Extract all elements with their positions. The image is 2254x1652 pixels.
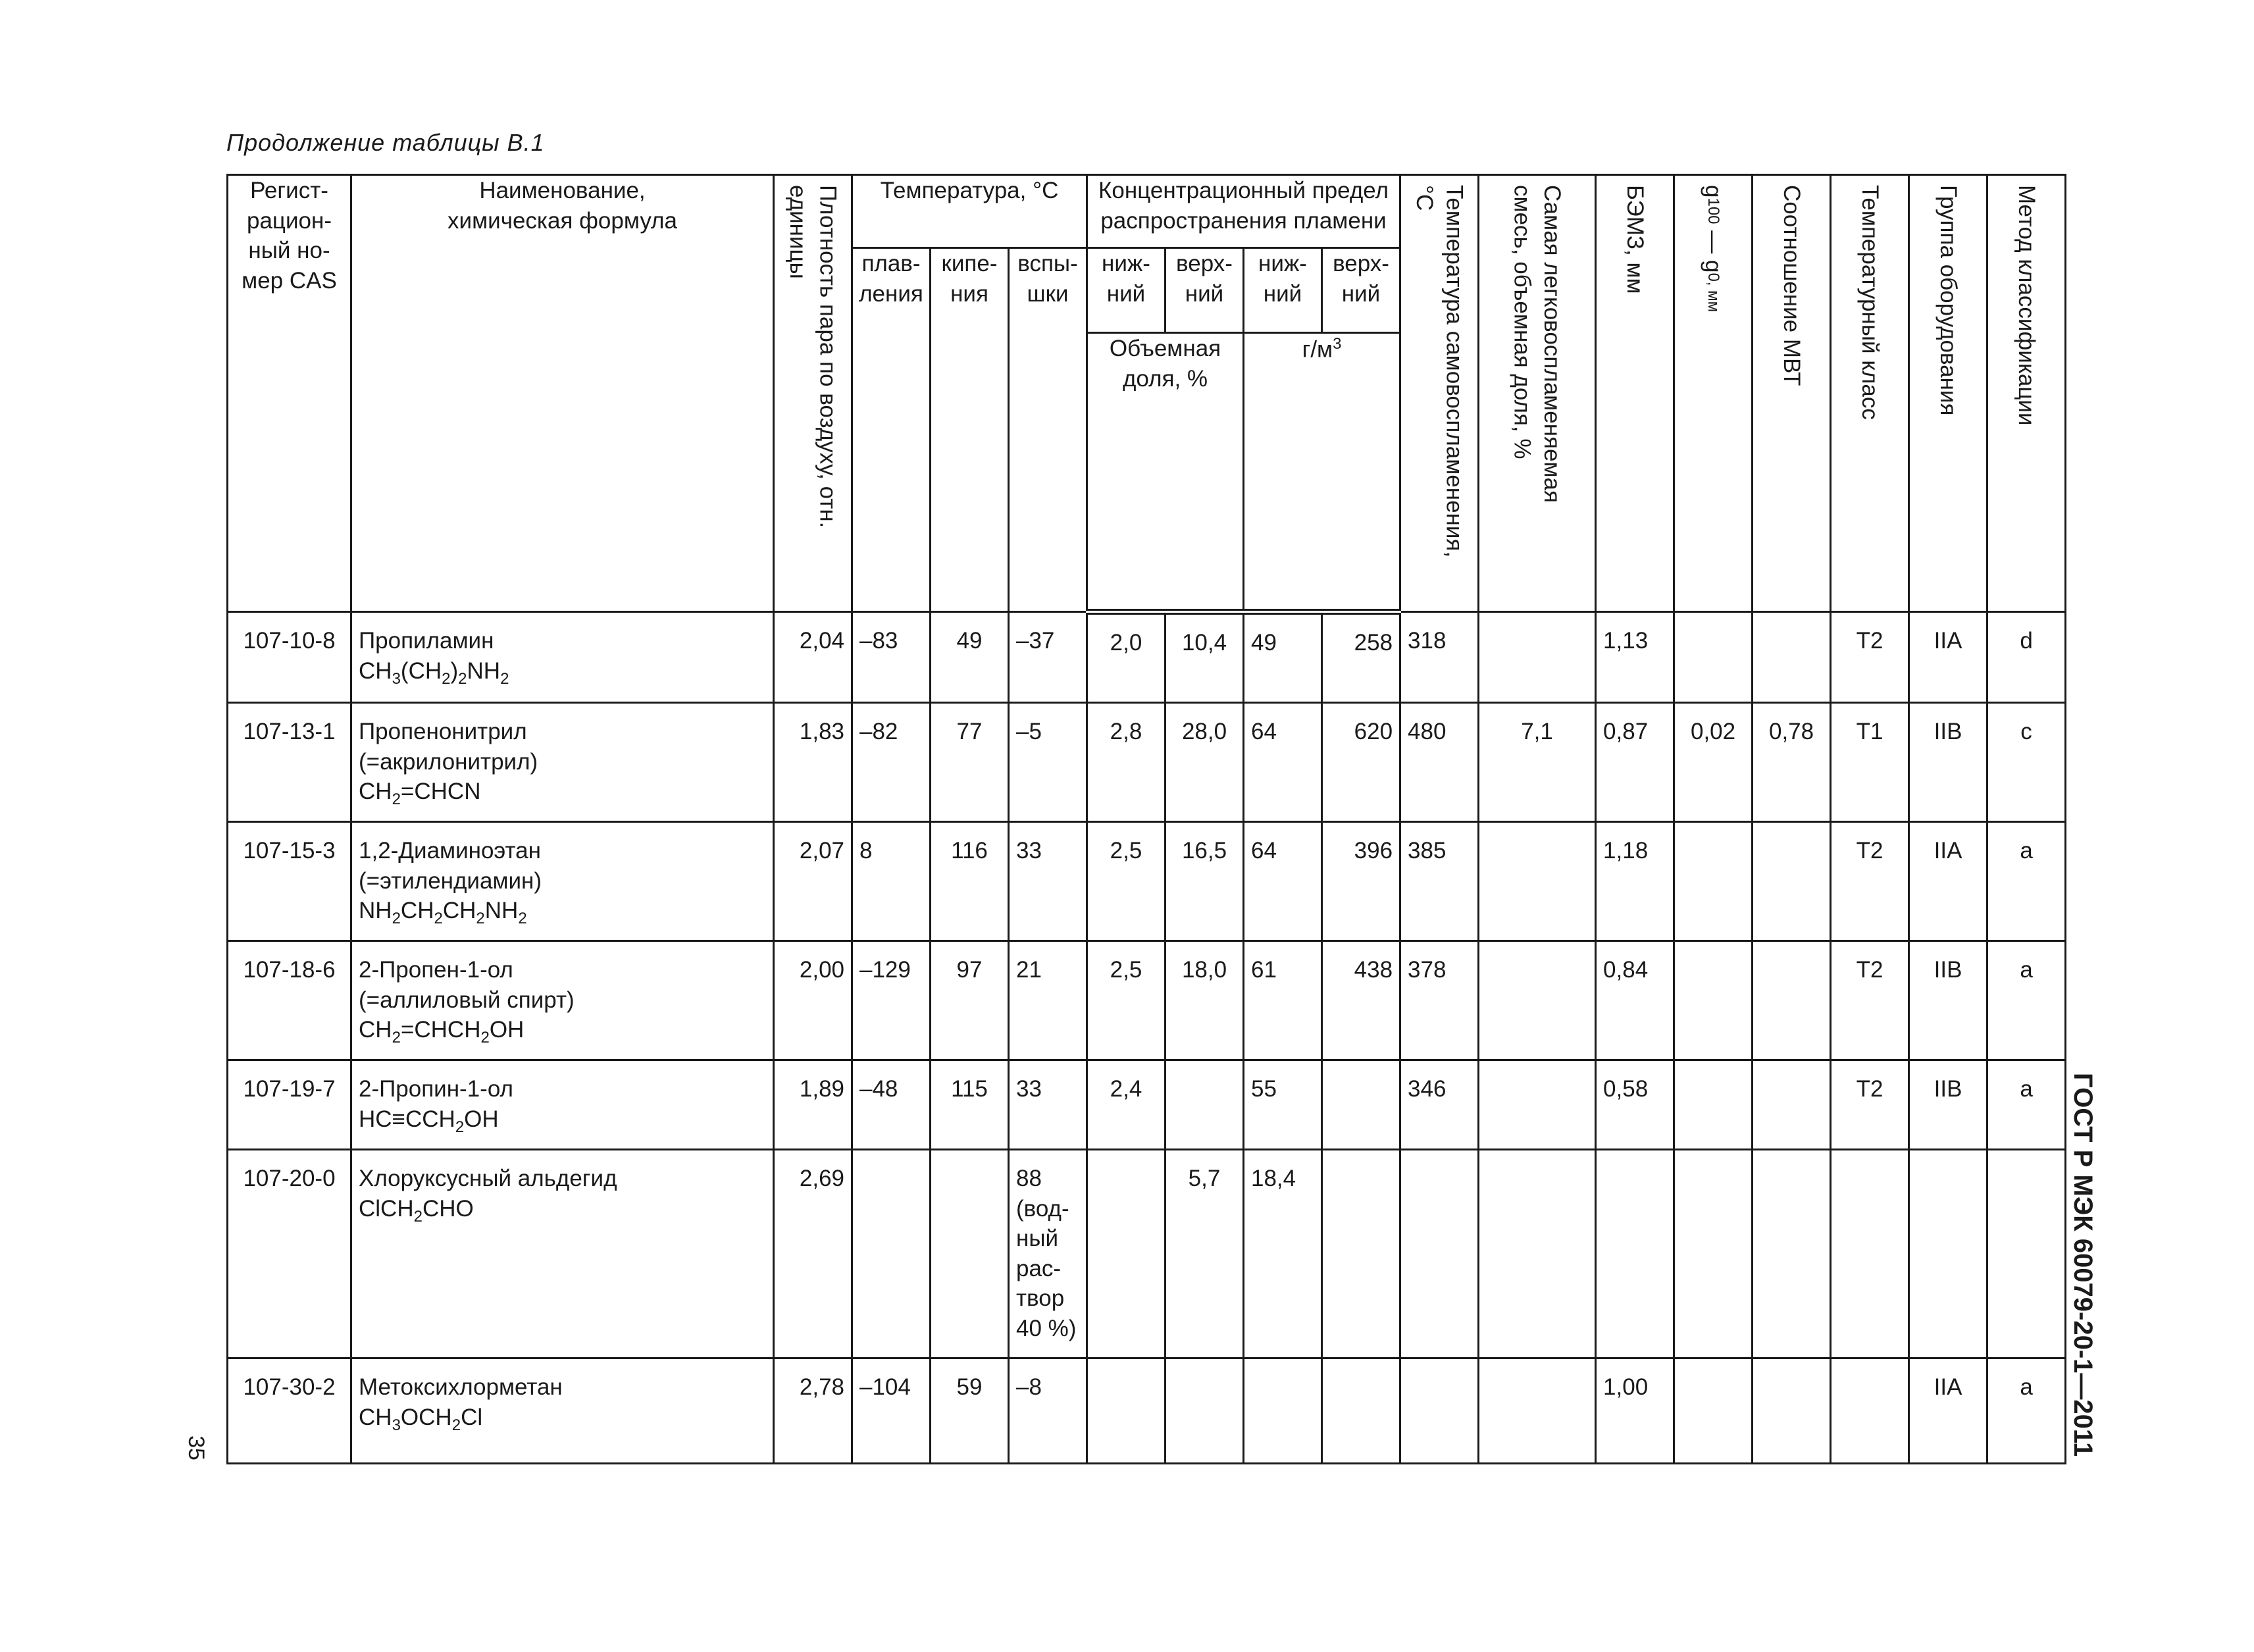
- cell-upper-vol: 18,0: [1165, 941, 1244, 1060]
- cell-autoignition: 480: [1400, 703, 1479, 822]
- cell-upper-vol: [1165, 1060, 1244, 1150]
- cell-lower-g: 64: [1244, 822, 1322, 941]
- cell-autoignition: 318: [1400, 612, 1479, 703]
- cell-cas: 107-13-1: [228, 703, 351, 822]
- cell-lower-g: 55: [1244, 1060, 1322, 1150]
- cell-lower-vol: [1087, 1150, 1165, 1358]
- cell-upper-vol: [1165, 1358, 1244, 1464]
- formula-part: Cl: [461, 1404, 483, 1430]
- formula-part: CH: [359, 1404, 392, 1430]
- header-temp-class-label: Температурный класс: [1857, 185, 1883, 420]
- table-row: [228, 941, 2066, 1060]
- cell-density: 2,04: [774, 612, 852, 703]
- cell-lower-g: 18,4: [1244, 1150, 1322, 1358]
- formula-part: CH: [359, 779, 392, 804]
- formula-subscript: 2: [480, 1029, 490, 1046]
- gap-g100: g: [1700, 185, 1726, 198]
- flash-point-line: ный: [1016, 1226, 1059, 1251]
- formula-subscript: 2: [451, 1416, 461, 1434]
- header-gap-diff: [1674, 175, 1753, 612]
- flash-point-line: –8: [1016, 1374, 1042, 1400]
- cell-upper-g: 258: [1322, 612, 1400, 703]
- cell-mic: [1753, 1150, 1831, 1358]
- cell-method: [1987, 1150, 2066, 1358]
- header-lower-vol: ниж- ний: [1087, 248, 1165, 333]
- header-melting: плав- ления: [852, 248, 931, 612]
- cell-melting: –129: [852, 941, 931, 1060]
- gap-g100-sub: 100: [1704, 197, 1722, 224]
- cell-melting: –48: [852, 1060, 931, 1150]
- cell-lower-vol: 2,0: [1087, 612, 1165, 703]
- cell-density: 2,78: [774, 1358, 852, 1464]
- cell-density: 1,89: [774, 1060, 852, 1150]
- cell-method: a: [1987, 822, 2066, 941]
- table-row: [228, 612, 2066, 703]
- cell-most-ignitable: [1479, 1060, 1596, 1150]
- chemical-formula: [359, 1015, 766, 1048]
- header-flash: вспы- шки: [1009, 248, 1087, 612]
- gap-unit: , мм: [1704, 281, 1722, 313]
- cell-mesg: 0,87: [1596, 703, 1674, 822]
- cell-lower-g: [1244, 1358, 1322, 1464]
- formula-subscript: 2: [392, 1029, 401, 1046]
- substance-name-line: 1,2-Диаминоэтан: [359, 838, 541, 864]
- cell-flash: [1009, 1150, 1087, 1358]
- cell-gap-diff: 0,02: [1674, 703, 1753, 822]
- cell-boiling: 116: [931, 822, 1009, 941]
- cell-group: [1909, 1150, 1987, 1358]
- flash-point-line: –37: [1016, 628, 1055, 654]
- cell-flash: [1009, 703, 1087, 822]
- table-caption: Продолжение таблицы В.1: [226, 129, 545, 156]
- header-density-label: Плотность пара по воздуху, отн. единицы: [785, 185, 841, 529]
- substance-name-line: (=этилендиамин): [359, 867, 542, 894]
- chemical-formula: [359, 1403, 766, 1435]
- formula-part: OH: [489, 1017, 525, 1043]
- formula-part: CH: [359, 658, 392, 684]
- cell-group: IIB: [1909, 1060, 1987, 1150]
- cell-gap-diff: [1674, 941, 1753, 1060]
- header-equipment-group: [1909, 175, 1987, 612]
- header-equipment-group-label: Группа оборудования: [1935, 185, 1961, 416]
- formula-subscript: 3: [392, 1416, 401, 1434]
- cell-name: [351, 703, 774, 822]
- cell-mesg: 0,58: [1596, 1060, 1674, 1150]
- flash-point-line: рас-: [1016, 1255, 1062, 1281]
- cell-name: [351, 1150, 774, 1358]
- header-flammability-limit: Концентрационный предел распространения пламени: [1087, 175, 1400, 248]
- flash-point-line: 33: [1016, 838, 1042, 864]
- table-row: [228, 703, 2066, 822]
- cell-lower-vol: 2,5: [1087, 822, 1165, 941]
- header-temperature: Температура, °С: [852, 175, 1087, 248]
- cell-mic: [1753, 1060, 1831, 1150]
- page-number: 35: [184, 1435, 209, 1460]
- cell-gap-diff: [1674, 1358, 1753, 1464]
- chemical-formula: [359, 1104, 766, 1137]
- cell-cas: 107-19-7: [228, 1060, 351, 1150]
- cell-autoignition: 378: [1400, 941, 1479, 1060]
- header-upper-vol: верх- ний: [1165, 248, 1244, 333]
- chemical-formula: [359, 777, 766, 810]
- formula-subscript: 2: [458, 669, 467, 688]
- cell-gap-diff: [1674, 822, 1753, 941]
- cell-method: a: [1987, 1358, 2066, 1464]
- cell-upper-g: 620: [1322, 703, 1400, 822]
- cell-cas: 107-20-0: [228, 1150, 351, 1358]
- cell-upper-g: [1322, 1150, 1400, 1358]
- cell-temp-class: [1831, 1358, 1909, 1464]
- substance-name-line: 2-Пропен-1-ол: [359, 957, 513, 983]
- formula-part: =CHCN: [400, 779, 481, 804]
- header-method-label: Метод классификации: [2013, 185, 2039, 426]
- cell-mic: [1753, 1358, 1831, 1464]
- cell-lower-vol: 2,5: [1087, 941, 1165, 1060]
- flash-point-line: 40 %): [1016, 1315, 1077, 1341]
- cell-temp-class: T2: [1831, 1060, 1909, 1150]
- header-method: [1987, 175, 2066, 612]
- cell-method: c: [1987, 703, 2066, 822]
- header-autoignition-label: Температура самовоспламенения, °С: [1412, 185, 1468, 558]
- data-table: [226, 174, 2066, 1464]
- cell-most-ignitable: [1479, 1358, 1596, 1464]
- chemical-formula: [359, 1194, 766, 1227]
- cell-autoignition: 346: [1400, 1060, 1479, 1150]
- cell-melting: –104: [852, 1358, 931, 1464]
- cell-flash: [1009, 1358, 1087, 1464]
- cell-mesg: 1,18: [1596, 822, 1674, 941]
- formula-subscript: 2: [392, 790, 401, 808]
- header-upper-g: верх- ний: [1322, 248, 1400, 333]
- standard-identifier: ГОСТ Р МЭК 60079-20-1—2011: [2068, 1073, 2097, 1457]
- flash-point-line: –5: [1016, 719, 1042, 744]
- formula-part: ClCH: [359, 1195, 414, 1222]
- cell-mesg: 1,00: [1596, 1358, 1674, 1464]
- header-cas: [228, 175, 351, 612]
- cell-autoignition: [1400, 1150, 1479, 1358]
- cell-flash: [1009, 612, 1087, 703]
- formula-part: CH: [400, 898, 434, 923]
- cell-group: IIA: [1909, 612, 1987, 703]
- cell-autoignition: 385: [1400, 822, 1479, 941]
- formula-subscript: 2: [500, 669, 509, 688]
- cell-boiling: 59: [931, 1358, 1009, 1464]
- header-most-ignitable: [1479, 175, 1596, 612]
- cell-mesg: 1,13: [1596, 612, 1674, 703]
- cell-group: IIB: [1909, 941, 1987, 1060]
- cell-temp-class: T2: [1831, 941, 1909, 1060]
- substance-name-line: 2-Пропин-1-ол: [359, 1076, 513, 1102]
- cell-upper-g: 438: [1322, 941, 1400, 1060]
- cell-most-ignitable: [1479, 941, 1596, 1060]
- formula-part: NH: [467, 658, 501, 684]
- cell-melting: –82: [852, 703, 931, 822]
- formula-subscript: 2: [518, 910, 527, 927]
- cell-most-ignitable: [1479, 612, 1596, 703]
- chemical-formula: [359, 896, 766, 929]
- substance-name-line: Метоксихлорметан: [359, 1374, 563, 1400]
- cell-density: 2,69: [774, 1150, 852, 1358]
- formula-part: =CHCH: [400, 1017, 481, 1043]
- table-row: [228, 1150, 2066, 1358]
- cell-upper-g: [1322, 1358, 1400, 1464]
- table-row: [228, 1358, 2066, 1464]
- cell-group: IIB: [1909, 703, 1987, 822]
- formula-part: CH: [442, 898, 476, 923]
- formula-part: HC≡CCH: [359, 1106, 455, 1132]
- cell-name: [351, 822, 774, 941]
- cell-lower-vol: 2,8: [1087, 703, 1165, 822]
- cell-gap-diff: [1674, 1150, 1753, 1358]
- header-cas-label: Регист- рацион- ный но- мер CAS: [242, 178, 337, 294]
- header-volume-fraction: Объемная доля, %: [1087, 333, 1244, 612]
- gap-mid: — g: [1700, 224, 1726, 273]
- cell-upper-vol: 10,4: [1165, 612, 1244, 703]
- cell-upper-g: [1322, 1060, 1400, 1150]
- substance-name-line: Пропенонитрил: [359, 719, 527, 744]
- cell-mesg: [1596, 1150, 1674, 1358]
- header-lower-g: ниж- ний: [1244, 248, 1322, 333]
- cell-density: 2,07: [774, 822, 852, 941]
- header-mesg-label: БЭМЗ, мм: [1622, 185, 1648, 294]
- cell-boiling: 115: [931, 1060, 1009, 1150]
- formula-subscript: 2: [476, 910, 485, 927]
- cell-name: [351, 1060, 774, 1150]
- formula-subscript: 2: [442, 669, 451, 688]
- header-mic-ratio: [1753, 175, 1831, 612]
- cell-name: [351, 612, 774, 703]
- formula-subscript: 2: [392, 910, 401, 927]
- cell-upper-vol: 16,5: [1165, 822, 1244, 941]
- cell-cas: 107-15-3: [228, 822, 351, 941]
- substance-name-line: (=акрилонитрил): [359, 748, 538, 775]
- cell-temp-class: T1: [1831, 703, 1909, 822]
- cell-autoignition: [1400, 1358, 1479, 1464]
- cell-most-ignitable: [1479, 822, 1596, 941]
- substance-name-line: (=аллиловый спирт): [359, 987, 575, 1013]
- cell-lower-g: 61: [1244, 941, 1322, 1060]
- header-temp-class: [1831, 175, 1909, 612]
- cell-temp-class: [1831, 1150, 1909, 1358]
- cell-temp-class: T2: [1831, 612, 1909, 703]
- cell-boiling: 77: [931, 703, 1009, 822]
- formula-part: (CH: [400, 658, 442, 684]
- formula-part: ): [450, 658, 459, 684]
- formula-part: NH: [359, 898, 392, 923]
- cell-name: [351, 1358, 774, 1464]
- cell-cas: 107-30-2: [228, 1358, 351, 1464]
- gap-g0-sub: 0: [1704, 272, 1722, 282]
- cell-melting: 8: [852, 822, 931, 941]
- formula-subscript: 2: [455, 1118, 465, 1136]
- cell-melting: –83: [852, 612, 931, 703]
- flash-point-line: 88: [1016, 1166, 1042, 1191]
- header-name-label: Наименование, химическая формула: [448, 178, 677, 234]
- cell-mic: [1753, 822, 1831, 941]
- cell-mic: [1753, 941, 1831, 1060]
- cell-flash: [1009, 1060, 1087, 1150]
- cell-group: IIA: [1909, 1358, 1987, 1464]
- cell-method: a: [1987, 941, 2066, 1060]
- formula-subscript: 2: [434, 910, 443, 927]
- substance-name-line: Пропиламин: [359, 628, 494, 654]
- flash-point-line: 33: [1016, 1076, 1042, 1102]
- cell-gap-diff: [1674, 612, 1753, 703]
- cell-melting: [852, 1150, 931, 1358]
- g-m3-exp: 3: [1333, 335, 1342, 353]
- cell-upper-vol: 28,0: [1165, 703, 1244, 822]
- cell-temp-class: T2: [1831, 822, 1909, 941]
- cell-mesg: 0,84: [1596, 941, 1674, 1060]
- cell-flash: [1009, 941, 1087, 1060]
- cell-lower-g: 49: [1244, 612, 1322, 703]
- substance-name-line: Хлоруксусный альдегид: [359, 1166, 617, 1191]
- table-header: [228, 175, 2066, 612]
- flash-point-line: твор: [1016, 1285, 1065, 1311]
- cell-group: IIA: [1909, 822, 1987, 941]
- cell-boiling: 97: [931, 941, 1009, 1060]
- cell-lower-g: 64: [1244, 703, 1322, 822]
- g-m3-unit: г/м: [1302, 336, 1333, 363]
- formula-subscript: 2: [413, 1207, 423, 1226]
- formula-part: OH: [464, 1106, 499, 1132]
- cell-method: d: [1987, 612, 2066, 703]
- cell-mic: [1753, 612, 1831, 703]
- header-mesg: [1596, 175, 1674, 612]
- table-row: [228, 1060, 2066, 1150]
- cell-mic: 0,78: [1753, 703, 1831, 822]
- cell-boiling: [931, 1150, 1009, 1358]
- header-gap-diff-label: [1698, 185, 1728, 573]
- table-row: [228, 822, 2066, 941]
- flash-point-line: (вод-: [1016, 1195, 1069, 1222]
- formula-part: OCH: [400, 1404, 452, 1430]
- table-body: [228, 612, 2066, 1464]
- cell-most-ignitable: 7,1: [1479, 703, 1596, 822]
- chemical-formula: [359, 656, 766, 689]
- header-mic-ratio-label: Соотношение МВТ: [1778, 185, 1805, 386]
- cell-cas: 107-10-8: [228, 612, 351, 703]
- cell-density: 1,83: [774, 703, 852, 822]
- cell-most-ignitable: [1479, 1150, 1596, 1358]
- header-autoignition: [1400, 175, 1479, 612]
- header-most-ignitable-label: Самая легковоспламеняемая смесь, объемная доля, %: [1509, 185, 1566, 503]
- cell-method: a: [1987, 1060, 2066, 1150]
- header-boiling: кипе- ния: [931, 248, 1009, 612]
- formula-part: CH: [359, 1017, 392, 1043]
- flash-point-line: 21: [1016, 957, 1042, 983]
- cell-boiling: 49: [931, 612, 1009, 703]
- header-name: [351, 175, 774, 612]
- cell-upper-vol: 5,7: [1165, 1150, 1244, 1358]
- header-g-m3: [1244, 333, 1400, 612]
- cell-name: [351, 941, 774, 1060]
- formula-subscript: 3: [392, 669, 401, 688]
- cell-lower-vol: 2,4: [1087, 1060, 1165, 1150]
- cell-gap-diff: [1674, 1060, 1753, 1150]
- formula-part: CHO: [422, 1195, 474, 1222]
- header-density: [774, 175, 852, 612]
- cell-upper-g: 396: [1322, 822, 1400, 941]
- cell-flash: [1009, 822, 1087, 941]
- cell-lower-vol: [1087, 1358, 1165, 1464]
- formula-part: NH: [484, 898, 519, 923]
- cell-density: 2,00: [774, 941, 852, 1060]
- cell-cas: 107-18-6: [228, 941, 351, 1060]
